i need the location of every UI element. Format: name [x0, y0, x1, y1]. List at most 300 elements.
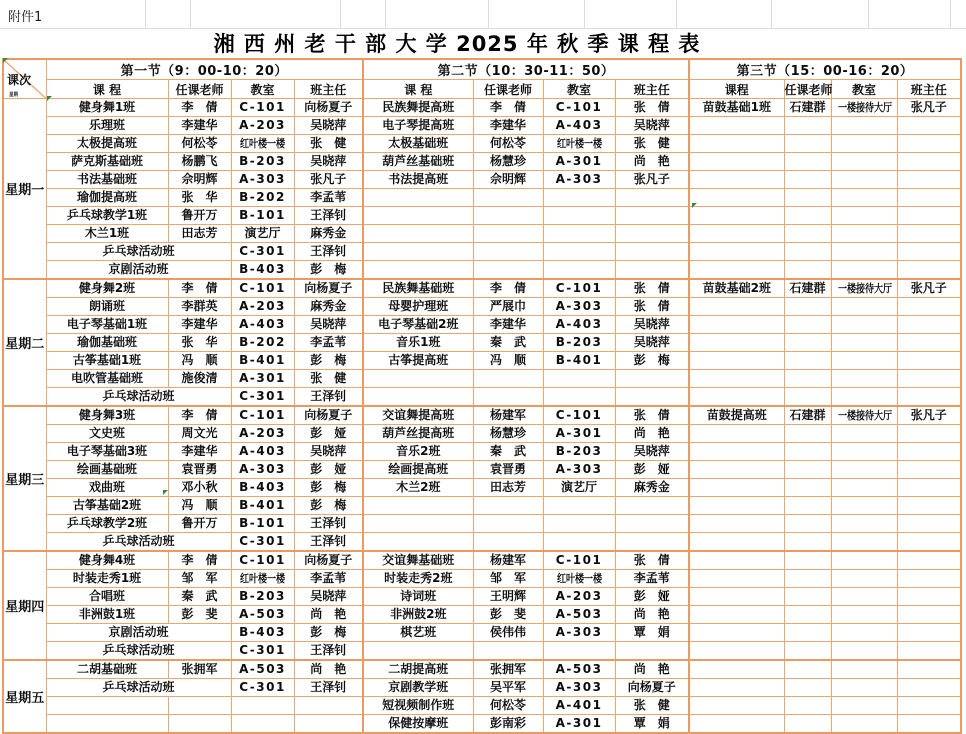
- empty-cell[interactable]: [615, 207, 689, 225]
- head-teacher-cell[interactable]: [294, 261, 363, 280]
- course-cell[interactable]: [689, 279, 784, 298]
- empty-cell[interactable]: [363, 642, 473, 661]
- course-cell[interactable]: [46, 425, 168, 443]
- course-cell[interactable]: [363, 570, 473, 588]
- head-teacher-cell[interactable]: [615, 334, 689, 352]
- course-cell[interactable]: [363, 117, 473, 135]
- empty-cell[interactable]: [784, 606, 831, 624]
- teacher-cell[interactable]: [473, 570, 543, 588]
- empty-cell[interactable]: [689, 370, 784, 388]
- empty-cell[interactable]: [831, 715, 897, 734]
- head-teacher-cell[interactable]: [615, 588, 689, 606]
- head-teacher-cell[interactable]: [294, 624, 363, 642]
- empty-cell[interactable]: [784, 660, 831, 679]
- teacher-cell[interactable]: [784, 406, 831, 425]
- empty-cell[interactable]: [897, 171, 961, 189]
- room-cell[interactable]: [543, 153, 615, 171]
- empty-cell[interactable]: [473, 225, 543, 243]
- teacher-cell[interactable]: [784, 99, 831, 117]
- empty-cell[interactable]: [689, 606, 784, 624]
- empty-cell[interactable]: [363, 225, 473, 243]
- teacher-cell[interactable]: [168, 443, 231, 461]
- head-teacher-cell[interactable]: [615, 624, 689, 642]
- empty-cell[interactable]: [784, 388, 831, 407]
- empty-cell[interactable]: [784, 153, 831, 171]
- head-teacher-cell[interactable]: [615, 316, 689, 334]
- empty-cell[interactable]: [689, 479, 784, 497]
- col-head-course[interactable]: 课 程: [363, 80, 473, 99]
- head-teacher-cell[interactable]: [615, 461, 689, 479]
- teacher-cell[interactable]: [168, 189, 231, 207]
- teacher-cell[interactable]: [784, 279, 831, 298]
- empty-cell[interactable]: [784, 551, 831, 570]
- course-cell[interactable]: [46, 117, 168, 135]
- empty-cell[interactable]: [689, 117, 784, 135]
- head-teacher-cell[interactable]: [294, 570, 363, 588]
- empty-cell[interactable]: [897, 642, 961, 661]
- course-cell[interactable]: [363, 606, 473, 624]
- empty-cell[interactable]: [543, 261, 615, 280]
- room-cell[interactable]: [231, 243, 294, 261]
- teacher-cell[interactable]: [168, 660, 231, 679]
- course-cell[interactable]: [363, 715, 473, 734]
- teacher-cell[interactable]: [168, 117, 231, 135]
- head-teacher-cell[interactable]: [615, 715, 689, 734]
- room-cell[interactable]: [231, 171, 294, 189]
- teacher-cell[interactable]: [473, 606, 543, 624]
- empty-cell[interactable]: [784, 497, 831, 515]
- empty-cell[interactable]: [784, 515, 831, 533]
- empty-cell[interactable]: [473, 642, 543, 661]
- course-cell[interactable]: [46, 279, 168, 298]
- day-label[interactable]: 星期二: [3, 279, 46, 406]
- head-teacher-cell[interactable]: [615, 279, 689, 298]
- teacher-cell[interactable]: [168, 99, 231, 117]
- empty-cell[interactable]: [784, 316, 831, 334]
- teacher-cell[interactable]: [168, 570, 231, 588]
- course-cell[interactable]: [46, 624, 231, 642]
- empty-cell[interactable]: [543, 225, 615, 243]
- head-teacher-cell[interactable]: [615, 443, 689, 461]
- course-cell[interactable]: [689, 99, 784, 117]
- empty-cell[interactable]: [363, 533, 473, 552]
- empty-cell[interactable]: [689, 334, 784, 352]
- empty-cell[interactable]: [897, 479, 961, 497]
- empty-cell[interactable]: [897, 606, 961, 624]
- col-head-room[interactable]: 教室: [543, 80, 615, 99]
- room-cell[interactable]: [543, 99, 615, 117]
- teacher-cell[interactable]: [473, 461, 543, 479]
- empty-cell[interactable]: [897, 443, 961, 461]
- room-cell[interactable]: [231, 298, 294, 316]
- head-teacher-cell[interactable]: [615, 99, 689, 117]
- day-label[interactable]: 星期三: [3, 406, 46, 551]
- room-cell[interactable]: [543, 135, 615, 153]
- head-teacher-cell[interactable]: [615, 352, 689, 370]
- room-cell[interactable]: [831, 406, 897, 425]
- course-cell[interactable]: [46, 334, 168, 352]
- col-head-teacher[interactable]: 任课老师: [168, 80, 231, 99]
- head-teacher-cell[interactable]: [294, 388, 363, 407]
- empty-cell[interactable]: [615, 261, 689, 280]
- empty-cell[interactable]: [897, 334, 961, 352]
- empty-cell[interactable]: [689, 388, 784, 407]
- room-cell[interactable]: [231, 551, 294, 570]
- head-teacher-cell[interactable]: [615, 153, 689, 171]
- empty-cell[interactable]: [784, 298, 831, 316]
- room-cell[interactable]: [231, 461, 294, 479]
- empty-cell[interactable]: [473, 515, 543, 533]
- teacher-cell[interactable]: [168, 225, 231, 243]
- empty-cell[interactable]: [831, 570, 897, 588]
- empty-cell[interactable]: [897, 497, 961, 515]
- teacher-cell[interactable]: [168, 370, 231, 388]
- teacher-cell[interactable]: [473, 153, 543, 171]
- empty-cell[interactable]: [689, 715, 784, 734]
- course-cell[interactable]: [363, 461, 473, 479]
- empty-cell[interactable]: [784, 352, 831, 370]
- room-cell[interactable]: [231, 588, 294, 606]
- head-teacher-cell[interactable]: [294, 679, 363, 697]
- empty-cell[interactable]: [784, 533, 831, 552]
- empty-cell[interactable]: [231, 715, 294, 734]
- room-cell[interactable]: [543, 570, 615, 588]
- empty-cell[interactable]: [615, 515, 689, 533]
- head-teacher-cell[interactable]: [294, 298, 363, 316]
- empty-cell[interactable]: [897, 715, 961, 734]
- empty-cell[interactable]: [689, 189, 784, 207]
- empty-cell[interactable]: [615, 225, 689, 243]
- empty-cell[interactable]: [831, 606, 897, 624]
- empty-cell[interactable]: [363, 515, 473, 533]
- room-cell[interactable]: [231, 406, 294, 425]
- teacher-cell[interactable]: [473, 660, 543, 679]
- course-cell[interactable]: [46, 443, 168, 461]
- empty-cell[interactable]: [689, 171, 784, 189]
- head-teacher-cell[interactable]: [615, 298, 689, 316]
- empty-cell[interactable]: [363, 207, 473, 225]
- empty-cell[interactable]: [784, 189, 831, 207]
- teacher-cell[interactable]: [473, 334, 543, 352]
- course-cell[interactable]: [46, 642, 231, 661]
- empty-cell[interactable]: [831, 533, 897, 552]
- head-teacher-cell[interactable]: [294, 135, 363, 153]
- empty-cell[interactable]: [363, 189, 473, 207]
- teacher-cell[interactable]: [168, 606, 231, 624]
- teacher-cell[interactable]: [473, 279, 543, 298]
- empty-cell[interactable]: [831, 243, 897, 261]
- col-head-room[interactable]: 教室: [831, 80, 897, 99]
- course-cell[interactable]: [46, 243, 231, 261]
- course-cell[interactable]: [46, 153, 168, 171]
- head-teacher-cell[interactable]: [294, 279, 363, 298]
- empty-cell[interactable]: [784, 135, 831, 153]
- course-cell[interactable]: [363, 352, 473, 370]
- course-cell[interactable]: [363, 316, 473, 334]
- room-cell[interactable]: [231, 279, 294, 298]
- empty-cell[interactable]: [784, 225, 831, 243]
- head-teacher-cell[interactable]: [897, 279, 961, 298]
- course-cell[interactable]: [46, 261, 231, 280]
- empty-cell[interactable]: [615, 189, 689, 207]
- teacher-cell[interactable]: [168, 425, 231, 443]
- head-teacher-cell[interactable]: [294, 243, 363, 261]
- course-cell[interactable]: [363, 406, 473, 425]
- empty-cell[interactable]: [689, 243, 784, 261]
- room-cell[interactable]: [543, 352, 615, 370]
- teacher-cell[interactable]: [473, 352, 543, 370]
- head-teacher-cell[interactable]: [294, 406, 363, 425]
- head-teacher-cell[interactable]: [294, 207, 363, 225]
- empty-cell[interactable]: [543, 370, 615, 388]
- empty-cell[interactable]: [615, 370, 689, 388]
- course-cell[interactable]: [363, 697, 473, 715]
- course-cell[interactable]: [363, 679, 473, 697]
- teacher-cell[interactable]: [473, 715, 543, 734]
- empty-cell[interactable]: [831, 370, 897, 388]
- teacher-cell[interactable]: [168, 207, 231, 225]
- col-head-course[interactable]: 课 程: [46, 80, 168, 99]
- teacher-cell[interactable]: [473, 624, 543, 642]
- room-cell[interactable]: [231, 334, 294, 352]
- empty-cell[interactable]: [615, 533, 689, 552]
- empty-cell[interactable]: [831, 515, 897, 533]
- head-teacher-cell[interactable]: [294, 316, 363, 334]
- empty-cell[interactable]: [897, 388, 961, 407]
- room-cell[interactable]: [543, 425, 615, 443]
- head-teacher-cell[interactable]: [294, 461, 363, 479]
- empty-cell[interactable]: [363, 370, 473, 388]
- empty-cell[interactable]: [689, 679, 784, 697]
- teacher-cell[interactable]: [168, 515, 231, 533]
- room-cell[interactable]: [231, 533, 294, 552]
- room-cell[interactable]: [231, 370, 294, 388]
- empty-cell[interactable]: [473, 388, 543, 407]
- head-teacher-cell[interactable]: [294, 352, 363, 370]
- empty-cell[interactable]: [897, 153, 961, 171]
- room-cell[interactable]: [543, 406, 615, 425]
- teacher-cell[interactable]: [168, 352, 231, 370]
- course-cell[interactable]: [46, 99, 168, 117]
- room-cell[interactable]: [543, 715, 615, 734]
- teacher-cell[interactable]: [473, 99, 543, 117]
- empty-cell[interactable]: [784, 479, 831, 497]
- course-cell[interactable]: [363, 624, 473, 642]
- head-teacher-cell[interactable]: [294, 117, 363, 135]
- room-cell[interactable]: [543, 171, 615, 189]
- course-cell[interactable]: [363, 171, 473, 189]
- teacher-cell[interactable]: [168, 171, 231, 189]
- empty-cell[interactable]: [363, 388, 473, 407]
- head-teacher-cell[interactable]: [615, 479, 689, 497]
- empty-cell[interactable]: [784, 642, 831, 661]
- empty-cell[interactable]: [543, 207, 615, 225]
- empty-cell[interactable]: [897, 352, 961, 370]
- room-cell[interactable]: [231, 189, 294, 207]
- course-cell[interactable]: [46, 497, 168, 515]
- head-teacher-cell[interactable]: [294, 660, 363, 679]
- teacher-cell[interactable]: [473, 551, 543, 570]
- head-teacher-cell[interactable]: [615, 406, 689, 425]
- empty-cell[interactable]: [831, 624, 897, 642]
- course-cell[interactable]: [46, 171, 168, 189]
- empty-cell[interactable]: [689, 515, 784, 533]
- empty-cell[interactable]: [615, 388, 689, 407]
- room-cell[interactable]: [543, 316, 615, 334]
- empty-cell[interactable]: [897, 533, 961, 552]
- empty-cell[interactable]: [784, 461, 831, 479]
- empty-cell[interactable]: [897, 243, 961, 261]
- room-cell[interactable]: [231, 606, 294, 624]
- col-head-head-teacher[interactable]: 班主任: [294, 80, 363, 99]
- head-teacher-cell[interactable]: [897, 99, 961, 117]
- empty-cell[interactable]: [897, 225, 961, 243]
- col-head-course[interactable]: 课程: [689, 80, 784, 99]
- empty-cell[interactable]: [831, 189, 897, 207]
- col-head-head-teacher[interactable]: 班主任: [615, 80, 689, 99]
- empty-cell[interactable]: [784, 715, 831, 734]
- course-cell[interactable]: [363, 443, 473, 461]
- section-1-title[interactable]: 第一节（9：00-10：20）: [46, 59, 363, 80]
- head-teacher-cell[interactable]: [294, 515, 363, 533]
- course-cell[interactable]: [46, 298, 168, 316]
- empty-cell[interactable]: [831, 334, 897, 352]
- course-cell[interactable]: [363, 135, 473, 153]
- head-teacher-cell[interactable]: [294, 225, 363, 243]
- room-cell[interactable]: [231, 135, 294, 153]
- empty-cell[interactable]: [689, 443, 784, 461]
- room-cell[interactable]: [831, 279, 897, 298]
- empty-cell[interactable]: [784, 207, 831, 225]
- course-cell[interactable]: [363, 298, 473, 316]
- room-cell[interactable]: [231, 388, 294, 407]
- course-cell[interactable]: [46, 660, 168, 679]
- empty-cell[interactable]: [543, 189, 615, 207]
- teacher-cell[interactable]: [168, 279, 231, 298]
- empty-cell[interactable]: [473, 189, 543, 207]
- room-cell[interactable]: [231, 642, 294, 661]
- empty-cell[interactable]: [784, 117, 831, 135]
- empty-cell[interactable]: [294, 697, 363, 715]
- course-cell[interactable]: [46, 352, 168, 370]
- empty-cell[interactable]: [831, 479, 897, 497]
- empty-cell[interactable]: [831, 551, 897, 570]
- empty-cell[interactable]: [831, 697, 897, 715]
- course-cell[interactable]: [46, 515, 168, 533]
- teacher-cell[interactable]: [168, 479, 231, 497]
- head-teacher-cell[interactable]: [615, 660, 689, 679]
- room-cell[interactable]: [231, 225, 294, 243]
- head-teacher-cell[interactable]: [294, 99, 363, 117]
- teacher-cell[interactable]: [473, 117, 543, 135]
- empty-cell[interactable]: [897, 298, 961, 316]
- course-cell[interactable]: [46, 606, 168, 624]
- empty-cell[interactable]: [784, 570, 831, 588]
- room-cell[interactable]: [543, 588, 615, 606]
- course-cell[interactable]: [363, 153, 473, 171]
- course-cell[interactable]: [46, 135, 168, 153]
- teacher-cell[interactable]: [473, 588, 543, 606]
- empty-cell[interactable]: [689, 588, 784, 606]
- head-teacher-cell[interactable]: [615, 679, 689, 697]
- empty-cell[interactable]: [615, 243, 689, 261]
- empty-cell[interactable]: [897, 461, 961, 479]
- empty-cell[interactable]: [831, 388, 897, 407]
- empty-cell[interactable]: [689, 352, 784, 370]
- head-teacher-cell[interactable]: [294, 153, 363, 171]
- course-cell[interactable]: [689, 406, 784, 425]
- empty-cell[interactable]: [689, 570, 784, 588]
- empty-cell[interactable]: [46, 697, 168, 715]
- head-teacher-cell[interactable]: [615, 117, 689, 135]
- course-cell[interactable]: [363, 279, 473, 298]
- course-cell[interactable]: [363, 660, 473, 679]
- empty-cell[interactable]: [168, 715, 231, 734]
- empty-cell[interactable]: [784, 697, 831, 715]
- teacher-cell[interactable]: [473, 171, 543, 189]
- course-cell[interactable]: [363, 99, 473, 117]
- head-teacher-cell[interactable]: [294, 606, 363, 624]
- empty-cell[interactable]: [363, 243, 473, 261]
- head-teacher-cell[interactable]: [294, 551, 363, 570]
- empty-cell[interactable]: [689, 207, 784, 225]
- room-cell[interactable]: [543, 443, 615, 461]
- empty-cell[interactable]: [689, 551, 784, 570]
- head-teacher-cell[interactable]: [294, 425, 363, 443]
- empty-cell[interactable]: [543, 533, 615, 552]
- empty-cell[interactable]: [543, 388, 615, 407]
- empty-cell[interactable]: [689, 425, 784, 443]
- course-cell[interactable]: [46, 533, 231, 552]
- head-teacher-cell[interactable]: [294, 443, 363, 461]
- course-cell[interactable]: [46, 388, 231, 407]
- empty-cell[interactable]: [784, 370, 831, 388]
- empty-cell[interactable]: [689, 225, 784, 243]
- room-cell[interactable]: [543, 679, 615, 697]
- head-teacher-cell[interactable]: [294, 370, 363, 388]
- teacher-cell[interactable]: [168, 497, 231, 515]
- empty-cell[interactable]: [543, 515, 615, 533]
- empty-cell[interactable]: [543, 243, 615, 261]
- head-teacher-cell[interactable]: [294, 171, 363, 189]
- section-3-title[interactable]: 第三节（15：00-16：20）: [689, 59, 961, 80]
- teacher-cell[interactable]: [473, 425, 543, 443]
- empty-cell[interactable]: [897, 697, 961, 715]
- room-cell[interactable]: [543, 606, 615, 624]
- empty-cell[interactable]: [784, 171, 831, 189]
- empty-cell[interactable]: [897, 624, 961, 642]
- empty-cell[interactable]: [689, 697, 784, 715]
- teacher-cell[interactable]: [168, 334, 231, 352]
- course-cell[interactable]: [363, 479, 473, 497]
- room-cell[interactable]: [231, 624, 294, 642]
- empty-cell[interactable]: [784, 425, 831, 443]
- head-teacher-cell[interactable]: [294, 642, 363, 661]
- room-cell[interactable]: [543, 551, 615, 570]
- empty-cell[interactable]: [831, 679, 897, 697]
- empty-cell[interactable]: [294, 715, 363, 734]
- teacher-cell[interactable]: [168, 153, 231, 171]
- empty-cell[interactable]: [897, 570, 961, 588]
- course-cell[interactable]: [46, 570, 168, 588]
- empty-cell[interactable]: [831, 660, 897, 679]
- room-cell[interactable]: [543, 660, 615, 679]
- room-cell[interactable]: [231, 443, 294, 461]
- head-teacher-cell[interactable]: [294, 588, 363, 606]
- empty-cell[interactable]: [897, 261, 961, 280]
- empty-cell[interactable]: [831, 497, 897, 515]
- room-cell[interactable]: [543, 479, 615, 497]
